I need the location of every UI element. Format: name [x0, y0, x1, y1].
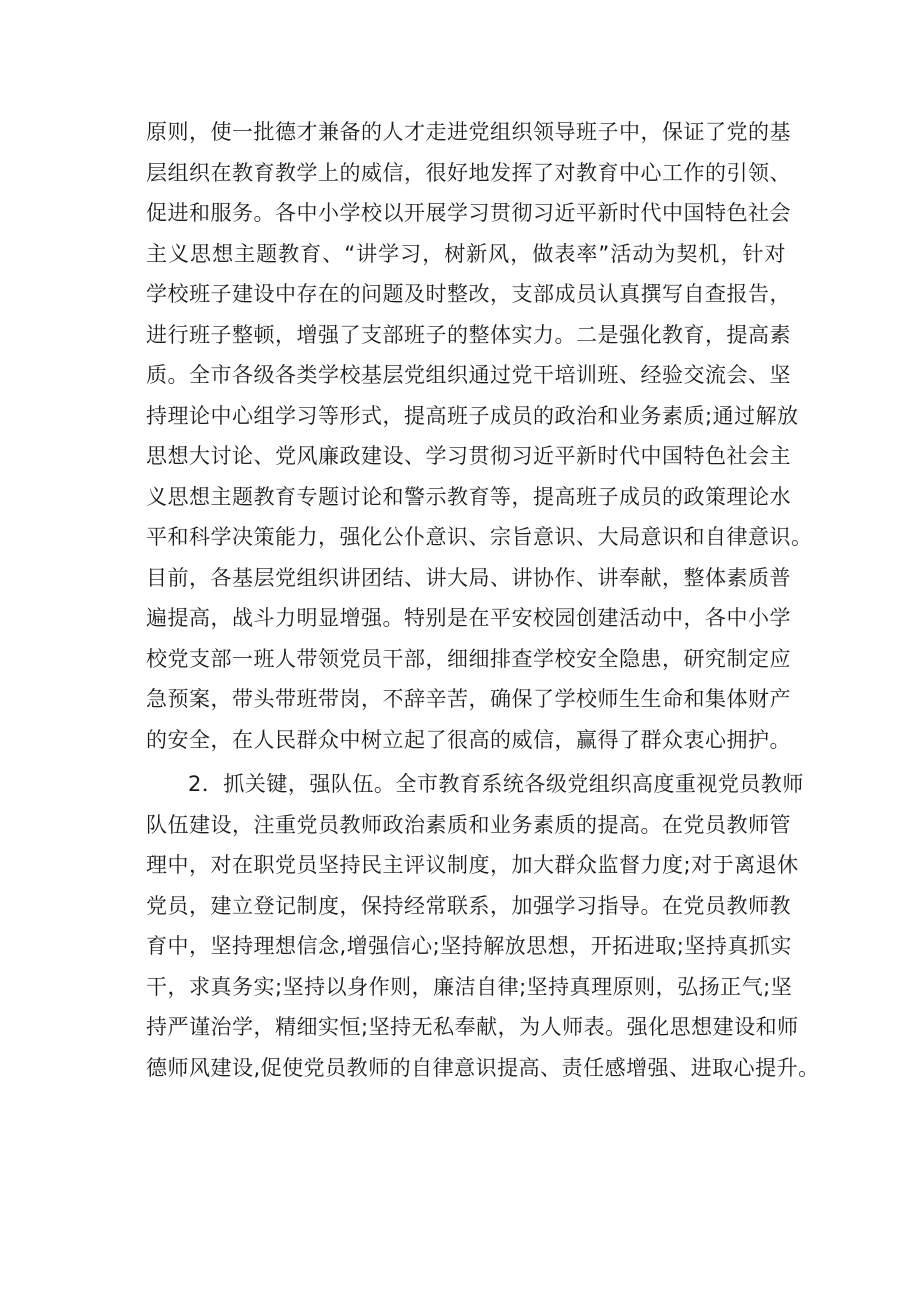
text-line: 的安全，在人民群众中树立起了很高的威信，赢得了群众衷心拥护。 — [146, 727, 791, 752]
text-line: 层组织在教育教学上的威信，很好地发挥了对教育中心工作的引领、 — [146, 160, 791, 185]
document-body — [146, 112, 820, 1088]
text-line: 进行班子整顿，增强了支部班子的整体实力。二是强化教育，提高素 — [146, 322, 791, 347]
text-line: 遍提高，战斗力明显增强。特别是在平安校园创建活动中，各中小学 — [146, 606, 791, 630]
text-line: 队伍建设，注重党员教师政治素质和业务素质的提高。在党员教师管 — [146, 812, 791, 837]
text-line: 2．抓关键，强队伍。全市教育系统各级党组织高度重视党员教师 — [188, 772, 804, 796]
text-line: 理中，对在职党员坚持民主评议制度，加大群众监督力度;对于离退休 — [146, 853, 799, 877]
text-line: 持理论中心组学习等形式，提高班子成员的政治和业务素质;通过解放 — [146, 403, 799, 428]
text-line: 促进和服务。各中小学校以开展学习贯彻习近平新时代中国特色社会 — [146, 201, 791, 225]
paragraph-2 — [146, 764, 820, 1088]
text-line: 主义思想主题教育、“讲学习，树新风，做表率”活动为契机，针对 — [146, 241, 786, 266]
text-line: 持严谨治学，精细实恒;坚持无私奉献，为人师表。强化思想建设和师 — [146, 1015, 799, 1039]
text-line: 平和科学决策能力，强化公仆意识、宗旨意识、大局意识和自律意识。 — [146, 525, 813, 549]
text-line: 义思想主题教育专题讨论和警示教育等，提高班子成员的政策理论水 — [146, 484, 791, 509]
text-line: 质。全市各级各类学校基层党组织通过党干培训班、经验交流会、坚 — [146, 363, 791, 387]
text-line: 目前，各基层党组织讲团结、讲大局、讲协作、讲奉献，整体素质普 — [146, 565, 791, 590]
paragraph-1 — [146, 112, 813, 760]
text-line: 急预案，带头带班带岗，不辞辛苦，确保了学校师生生命和集体财产 — [146, 687, 791, 711]
text-line: 原则，使一批德才兼备的人才走进党组织领导班子中，保证了党的基 — [146, 120, 791, 144]
text-line: 干，求真务实;坚持以身作则，廉洁自律;坚持真理原则，弘扬正气;坚 — [146, 974, 793, 999]
text-line: 学校班子建设中存在的问题及时整改，支部成员认真撰写自查报告， — [146, 282, 791, 306]
text-line: 育中，坚持理想信念,增强信心;坚持解放思想，开拓进取;坚持真抓实 — [146, 934, 792, 958]
text-line: 党员，建立登记制度，保持经常联系，加强学习指导。在党员教师教 — [146, 893, 791, 918]
text-line: 德师风建设,促使党员教师的自律意识提高、责任感增强、进取心提升。 — [146, 1055, 820, 1080]
text-line: 思想大讨论、党风廉政建设、学习贯彻习近平新时代中国特色社会主 — [146, 444, 791, 468]
text-line: 校党支部一班人带领党员干部，细细排查学校安全隐患，研究制定应 — [146, 646, 791, 671]
